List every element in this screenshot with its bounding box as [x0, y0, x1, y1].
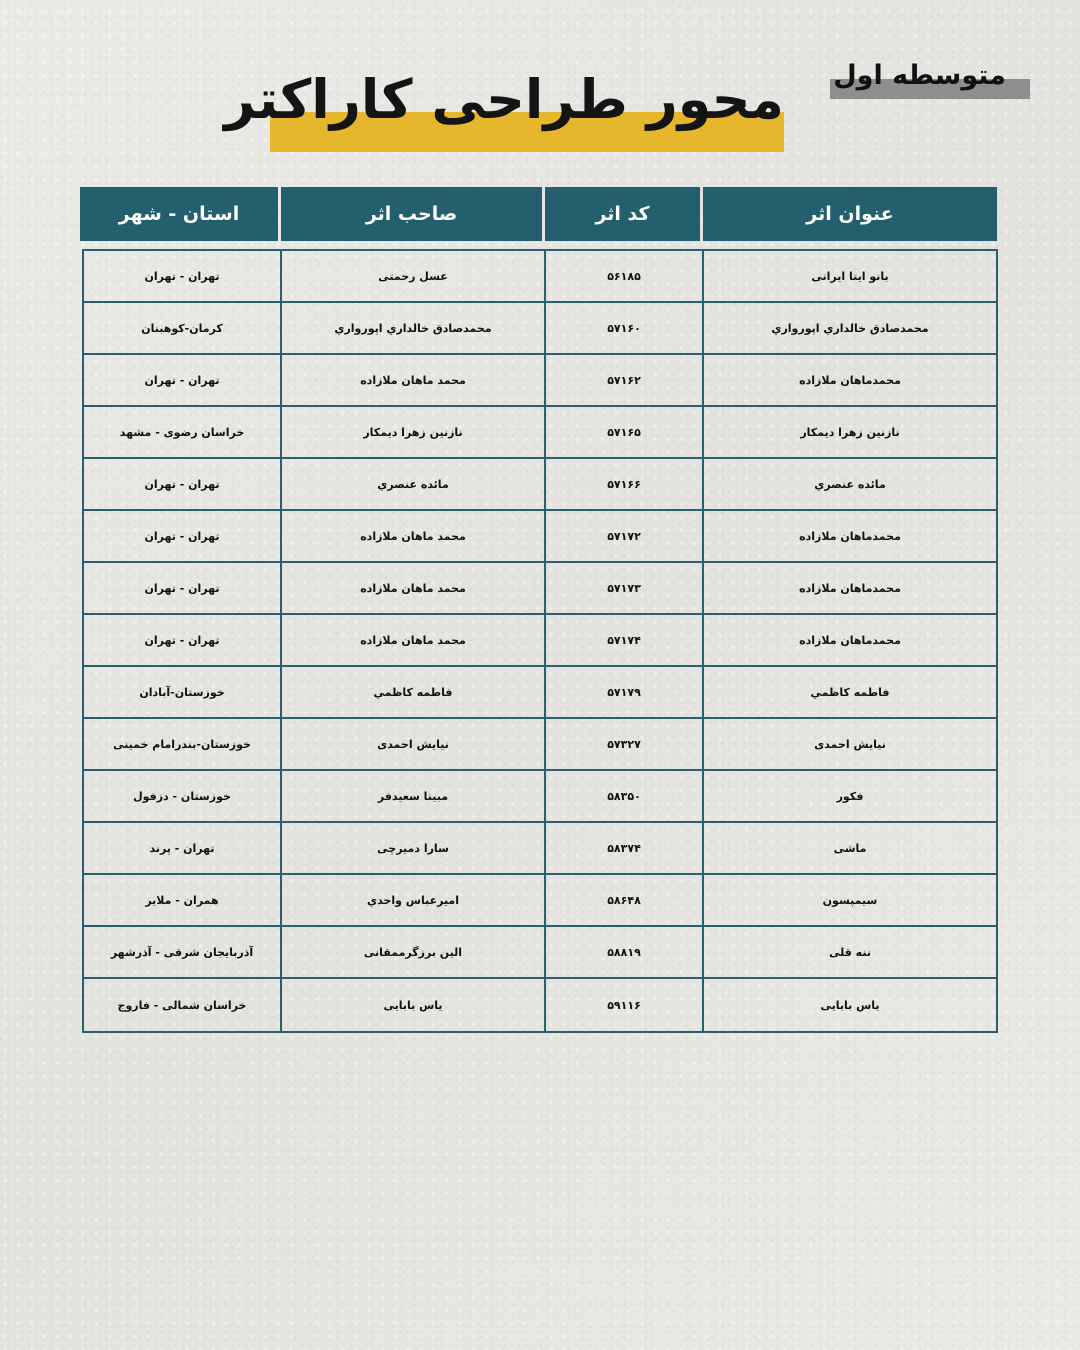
cell-code: ۵۸۶۴۸ [544, 875, 702, 925]
table-row [84, 459, 996, 511]
results-table [82, 249, 998, 1033]
cell-code: ۵۷۱۶۵ [544, 407, 702, 457]
cell-owner: مائده عنصري [280, 459, 544, 509]
cell-code: ۵۷۱۶۲ [544, 355, 702, 405]
cell-owner: یاس بابایی [280, 979, 544, 1031]
cell-title: محمدصادق خالداري اپورواري [702, 303, 996, 353]
table-row [84, 875, 996, 927]
cell-code: ۵۷۱۷۹ [544, 667, 702, 717]
cell-code: ۵۷۱۷۳ [544, 563, 702, 613]
cell-owner: نازنین زهرا دیمکار [280, 407, 544, 457]
cell-city: تهران - تهران [144, 581, 220, 595]
level-label: متوسطه اول [833, 60, 1006, 91]
cell-code: ۵۸۸۱۹ [544, 927, 702, 977]
cell-owner: محمد ماهان ملازاده [280, 355, 544, 405]
cell-city: خوزستان - دزفول [133, 789, 231, 803]
cell-code: ۵۷۱۶۶ [544, 459, 702, 509]
cell-city: آذربایجان شرقی - آذرشهر [110, 945, 254, 959]
header-code: کد اثر [545, 187, 700, 241]
cell-code: ۵۸۳۷۴ [544, 823, 702, 873]
cell-title: یاس بابایی [702, 979, 996, 1031]
cell-city: تهران - تهران [144, 269, 220, 283]
cell-owner: محمدصادق خالداري اپورواري [280, 303, 544, 353]
cell-city: تهران - تهران [144, 633, 220, 647]
cell-code: ۵۷۱۶۰ [544, 303, 702, 353]
table-row [84, 563, 996, 615]
table-row [84, 823, 996, 875]
cell-title: نیایش احمدی [702, 719, 996, 769]
cell-code: ۵۷۱۷۴ [544, 615, 702, 665]
level-tag [830, 56, 1030, 102]
table-row [84, 511, 996, 563]
table-row [84, 771, 996, 823]
cell-title: محمدماهان ملازاده [702, 511, 996, 561]
cell-title: ننه قلی [702, 927, 996, 977]
table-row [84, 251, 996, 303]
cell-title: ماشی [702, 823, 996, 873]
table-row [84, 303, 996, 355]
cell-title: بانو ایتا ایرانی [702, 251, 996, 301]
cell-owner: محمد ماهان ملازاده [280, 511, 544, 561]
page-title-block [224, 62, 784, 154]
cell-code: ۵۶۱۸۵ [544, 251, 702, 301]
cell-owner: نیایش احمدی [280, 719, 544, 769]
cell-title: محمدماهان ملازاده [702, 563, 996, 613]
cell-title: فکور [702, 771, 996, 821]
table-header [80, 187, 997, 241]
cell-code: ۵۹۱۱۶ [544, 979, 702, 1031]
cell-city: خراسان رضوی - مشهد [119, 425, 245, 439]
cell-title: فاطمه کاظمي [702, 667, 996, 717]
cell-owner: مبینا سعیدفر [280, 771, 544, 821]
table-row [84, 719, 996, 771]
header-city: استان - شهر [80, 187, 278, 241]
cell-city: کرمان-کوهبنان [141, 321, 223, 335]
table-row [84, 407, 996, 459]
cell-city: تهران - تهران [144, 477, 220, 491]
cell-title: محمدماهان ملازاده [702, 355, 996, 405]
cell-code: ۵۸۳۵۰ [544, 771, 702, 821]
header-owner: صاحب اثر [281, 187, 542, 241]
cell-title: نازنین زهرا دیمکار [702, 407, 996, 457]
cell-owner: سارا دمیرچی [280, 823, 544, 873]
cell-owner: محمد ماهان ملازاده [280, 563, 544, 613]
cell-owner: امیرعباس واحدي [280, 875, 544, 925]
cell-city: خوزستان-آبادان [139, 685, 225, 699]
cell-owner: عسل رحمتی [280, 251, 544, 301]
cell-title: سیمپسون [702, 875, 996, 925]
cell-title: مائده عنصري [702, 459, 996, 509]
cell-city: خوزستان-بندرامام خمینی [113, 737, 251, 751]
cell-owner: الین برزگرممقانی [280, 927, 544, 977]
cell-title: محمدماهان ملازاده [702, 615, 996, 665]
cell-code: ۵۷۳۲۷ [544, 719, 702, 769]
cell-city: همران - ملایر [145, 893, 219, 907]
table-row [84, 927, 996, 979]
table-row [84, 615, 996, 667]
cell-city: تهران - پرند [149, 841, 215, 855]
cell-city: تهران - تهران [144, 529, 220, 543]
table-row [84, 667, 996, 719]
cell-owner: محمد ماهان ملازاده [280, 615, 544, 665]
table-row [84, 979, 996, 1031]
header-title: عنوان اثر [703, 187, 997, 241]
table-row [84, 355, 996, 407]
page-title: محور طراحی کاراکتر [224, 68, 784, 131]
cell-city: تهران - تهران [144, 373, 220, 387]
cell-code: ۵۷۱۷۲ [544, 511, 702, 561]
cell-city: خراسان شمالی - فاروج [117, 998, 247, 1012]
cell-owner: فاطمه کاظمي [280, 667, 544, 717]
